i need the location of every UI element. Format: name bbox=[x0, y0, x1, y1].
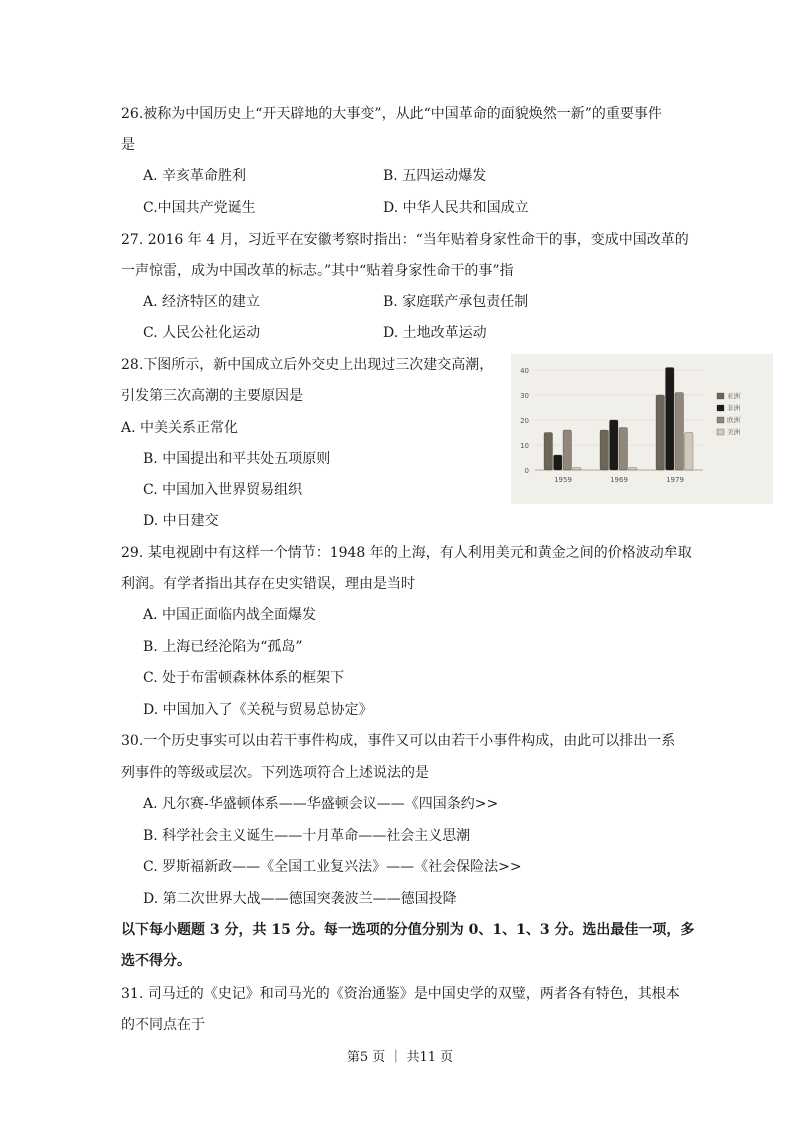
q30-option-c: C. 罗斯福新政——《全国工业复兴法》——《社会保险法>> bbox=[143, 859, 522, 875]
x-tick-label: 1959 bbox=[554, 476, 572, 484]
q29-stem-line1: 29. 某电视剧中有这样一个情节：1948 年的上海，有人利用美元和黄金之间的价格波动牟取 bbox=[121, 545, 692, 561]
legend-label: 非洲 bbox=[727, 404, 740, 412]
x-tick-label: 1979 bbox=[666, 476, 684, 484]
legend-swatch bbox=[717, 417, 724, 423]
x-tick-label: 1969 bbox=[610, 476, 628, 484]
bar-1979-欧洲 bbox=[675, 393, 684, 471]
q26-stem-line1: 26.被称为中国历史上“开天辟地的大事变”，从此“中国革命的面貌焕然一新”的重要事件 bbox=[121, 106, 662, 122]
q26-option-a: A. 辛亥革命胜利 bbox=[143, 168, 247, 184]
chart-canvas bbox=[511, 354, 773, 504]
bar-1969-欧洲 bbox=[619, 428, 628, 471]
y-tick-label: 20 bbox=[520, 417, 529, 425]
y-tick-label: 0 bbox=[524, 467, 529, 475]
q28-stem-line1: 28.下图所示，新中国成立后外交史上出现过三次建交高潮， bbox=[121, 357, 494, 373]
bar-1979-亚洲 bbox=[656, 395, 665, 470]
q31-stem-line1: 31. 司马迁的《史记》和司马光的《资治通鉴》是中国史学的双璧，两者各有特色，其根本 bbox=[121, 986, 680, 1002]
q27-option-d: D. 土地改革运动 bbox=[383, 325, 487, 341]
bar-1979-非洲 bbox=[666, 368, 675, 471]
bar-1959-欧洲 bbox=[563, 430, 572, 470]
page-number: 第5 页 ｜ 共11 页 bbox=[346, 1050, 454, 1065]
legend-swatch bbox=[717, 393, 724, 399]
q28-option-b: B. 中国提出和平共处五项原则 bbox=[143, 451, 331, 467]
q29-option-c: C. 处于布雷顿森林体系的框架下 bbox=[143, 670, 345, 686]
legend-swatch bbox=[717, 429, 724, 435]
diplomacy-bar-chart bbox=[511, 354, 773, 504]
bar-1969-非洲 bbox=[610, 420, 619, 470]
legend-label: 美洲 bbox=[727, 428, 740, 436]
bar-1959-非洲 bbox=[554, 455, 563, 470]
section-instruction-line2: 选不得分。 bbox=[121, 953, 191, 969]
q28-stem-line2: 引发第三次高潮的主要原因是 bbox=[121, 388, 303, 404]
q26-stem-line2: 是 bbox=[121, 137, 135, 153]
q27-option-c: C. 人民公社化运动 bbox=[143, 325, 261, 341]
q28-option-d: D. 中日建交 bbox=[143, 513, 219, 529]
q28-option-a: A. 中美关系正常化 bbox=[121, 420, 239, 436]
q26-option-c: C.中国共产党诞生 bbox=[143, 200, 256, 216]
q31-stem-line2: 的不同点在于 bbox=[121, 1017, 205, 1033]
legend-label: 欧洲 bbox=[727, 416, 740, 424]
q26-option-d: D. 中华人民共和国成立 bbox=[383, 200, 529, 216]
legend-label: 亚洲 bbox=[727, 392, 740, 400]
q30-option-d: D. 第二次世界大战——德国突袭波兰——德国投降 bbox=[143, 891, 457, 907]
bar-1959-亚洲 bbox=[544, 433, 553, 471]
bar-1969-亚洲 bbox=[600, 430, 609, 470]
q27-option-a: A. 经济特区的建立 bbox=[143, 294, 261, 310]
y-tick-label: 40 bbox=[520, 367, 529, 375]
section-instruction-line1: 以下每小题题 3 分，共 15 分。每一选项的分值分别为 0、1、1、3 分。选出最佳一项，多 bbox=[121, 922, 695, 938]
q27-stem-line2: 一声惊雷，成为中国改革的标志。”其中“贴着身家性命干的事”指 bbox=[121, 263, 514, 279]
bar-1969-美洲 bbox=[629, 468, 638, 471]
q26-option-b: B. 五四运动爆发 bbox=[383, 168, 487, 184]
q30-stem-line1: 30.一个历史事实可以由若干事件构成，事件又可以由若干小事件构成，由此可以排出一系 bbox=[121, 733, 676, 749]
q28-option-c: C. 中国加入世界贸易组织 bbox=[143, 482, 303, 498]
q27-stem-line1: 27. 2016 年 4 月，习近平在安徽考察时指出：“当年贴着身家性命干的事，变成中国改革的 bbox=[121, 232, 689, 248]
q30-option-b: B. 科学社会主义诞生——十月革命——社会主义思潮 bbox=[143, 828, 471, 844]
q30-option-a: A. 凡尔赛-华盛顿体系——华盛顿会议——《四国条约>> bbox=[143, 796, 499, 812]
q30-stem-line2: 列事件的等级或层次。下列选项符合上述说法的是 bbox=[121, 765, 429, 781]
legend-swatch bbox=[717, 405, 724, 411]
q29-option-d: D. 中国加入了《关税与贸易总协定》 bbox=[143, 702, 373, 718]
bar-1979-美洲 bbox=[685, 433, 694, 471]
q29-option-b: B. 上海已经沦陷为“孤岛” bbox=[143, 639, 303, 655]
bar-1959-美洲 bbox=[573, 468, 582, 471]
q29-stem-line2: 利润。有学者指出其存在史实错误，理由是当时 bbox=[121, 576, 415, 592]
q29-option-a: A. 中国正面临内战全面爆发 bbox=[143, 607, 317, 623]
y-tick-label: 30 bbox=[520, 392, 529, 400]
q27-option-b: B. 家庭联产承包责任制 bbox=[383, 294, 529, 310]
y-tick-label: 10 bbox=[520, 442, 529, 450]
